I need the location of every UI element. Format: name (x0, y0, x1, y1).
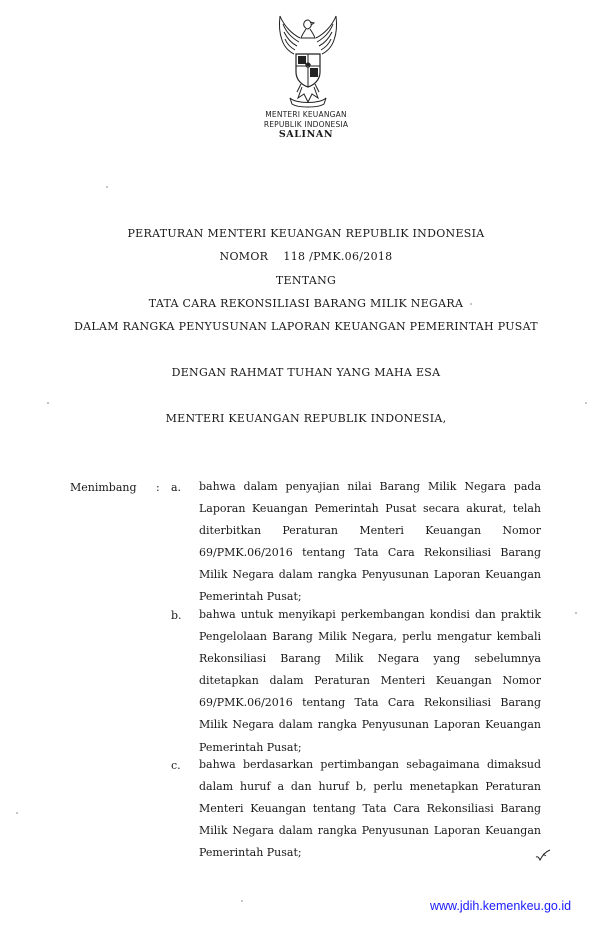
consideration-item-b: bahwa untuk menyikapi perkembangan kondisi dan praktik Pengelolaan Barang Milik Negara, perlu mengatur kembali Rekonsiliasi Barang Milik Negara yang sebelumnya ditetapkan dalam Peraturan Menteri Keuangan Nomor 69/PMK.06/2016 tentang Tata Cara Rekonsiliasi Barang Milik Negara dalam rangka Penyusunan Laporan Keuangan Pemerintah Pusat; (199, 608, 541, 754)
regulation-number: NOMOR 118 /PMK.06/2018 (219, 250, 393, 263)
item-letter-a: a. (171, 481, 182, 494)
ministry-name: MENTERI KEUANGAN (265, 110, 347, 119)
copy-stamp: SALINAN (278, 129, 334, 140)
scan-speck (106, 186, 108, 188)
item-letter-c: c. (171, 759, 181, 772)
subject-line-2: DALAM RANGKA PENYUSUNAN LAPORAN KEUANGAN PEMERINTAH PUSAT (74, 320, 538, 333)
scan-speck (470, 303, 472, 305)
regulation-title: PERATURAN MENTERI KEUANGAN REPUBLIK INDONESIA (127, 227, 485, 240)
country-name: REPUBLIK INDONESIA (263, 120, 349, 129)
scan-speck (241, 900, 243, 902)
scan-speck (575, 612, 577, 614)
initial-mark-icon (534, 848, 552, 862)
issuer: MENTERI KEUANGAN REPUBLIK INDONESIA, (165, 412, 447, 425)
subject-line-1: TATA CARA REKONSILIASI BARANG MILIK NEGARA (148, 297, 464, 310)
considering-colon: : (156, 481, 160, 494)
consideration-item-c: bahwa berdasarkan pertimbangan sebagaimana dimaksud dalam huruf a dan huruf b, perlu menetapkan Peraturan Menteri Keuangan tentang Tata Cara Rekonsiliasi Barang Milik Negara dalam rangka Penyusunan Laporan Keuangan Pemerintah Pusat; (199, 758, 541, 860)
invocation: DENGAN RAHMAT TUHAN YANG MAHA ESA (171, 366, 441, 379)
item-letter-b: b. (171, 609, 182, 622)
scan-speck (47, 402, 49, 404)
about-heading: TENTANG (275, 274, 337, 287)
garuda-emblem-icon (270, 14, 346, 110)
scan-speck (585, 402, 587, 404)
scan-speck (16, 812, 18, 814)
considering-label: Menimbang (70, 481, 137, 494)
consideration-item-a: bahwa dalam penyajian nilai Barang Milik Negara pada Laporan Keuangan Pemerintah Pusat secara akurat, telah diterbitkan Peraturan Menteri Keuangan Nomor 69/PMK.06/2016 tentang Tata Cara Rekonsiliasi Barang Milik Negara dalam rangka Penyusunan Laporan Keuangan Pemerintah Pusat; (199, 480, 541, 604)
jdih-website-link[interactable]: www.jdih.kemenkeu.go.id (430, 899, 572, 913)
